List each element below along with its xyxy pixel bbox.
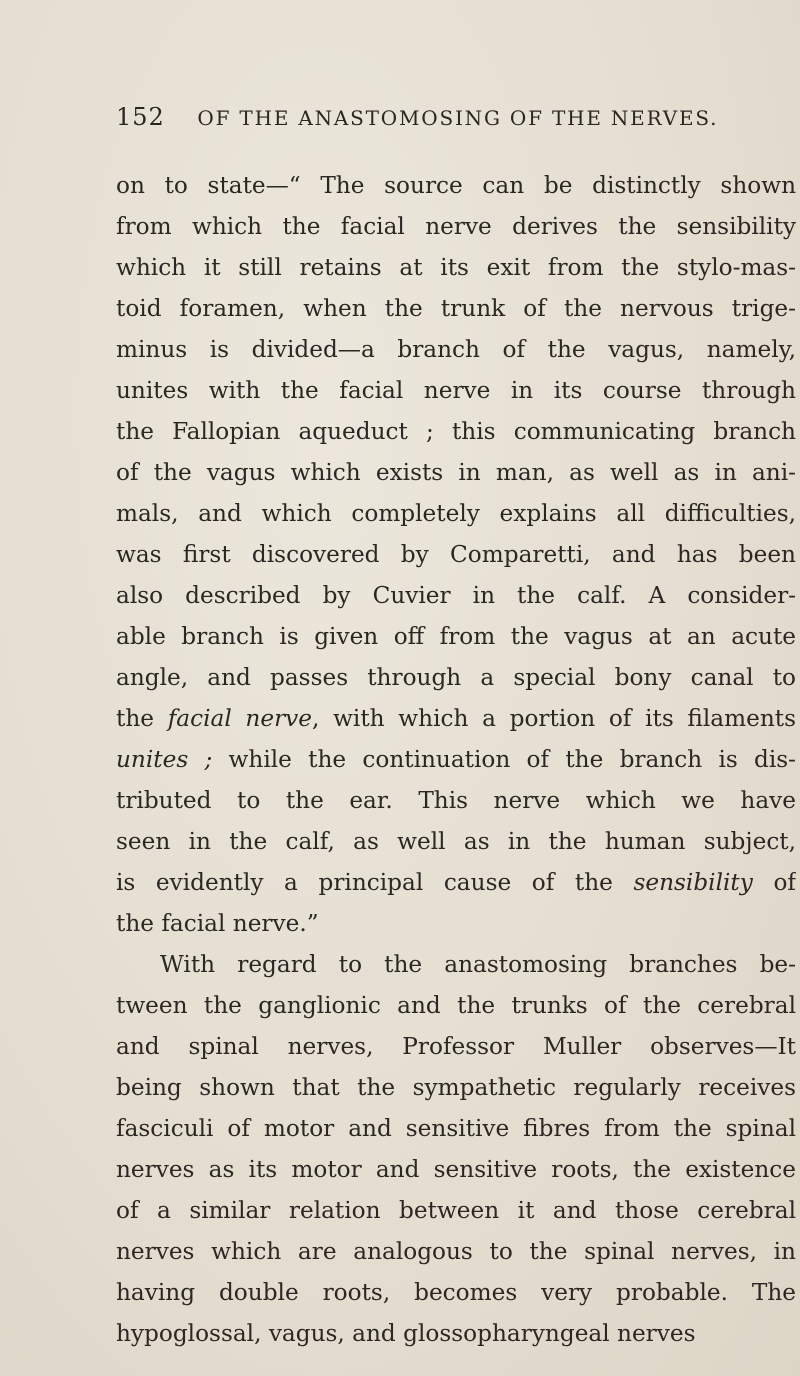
text-line [116, 1272, 796, 1313]
text-run: tween the ganglionic and the trunks of the cerebral [116, 992, 796, 1019]
text-run: from which the facial nerve derives the sensibility [116, 213, 796, 240]
text-run: of [752, 869, 796, 896]
text-line [116, 698, 796, 739]
text-run: on to state—“ The source can be distinctly shown [116, 172, 796, 199]
text-run: is evidently a principal cause of the [116, 869, 634, 896]
italic-text: sensibility [633, 869, 753, 896]
text-run: able branch is given off from the vagus at an acute [116, 623, 796, 650]
text-line [116, 534, 796, 575]
text-line [116, 1067, 796, 1108]
text-run: mals, and which completely explains all difficulties, [116, 500, 796, 527]
text-line [116, 247, 796, 288]
text-line [116, 657, 796, 698]
text-run: With regard to the anastomosing branches be- [160, 951, 796, 978]
text-run: and spinal nerves, Professor Muller observes—It [116, 1033, 796, 1060]
text-line [116, 903, 796, 944]
italic-text: unites ; [116, 746, 213, 773]
text-run: , with which a portion of its filaments [312, 705, 796, 732]
text-line [116, 739, 796, 780]
text-line [116, 1149, 796, 1190]
text-line [116, 411, 796, 452]
text-run: having double roots, becomes very probable. The [116, 1279, 796, 1306]
text-run: the facial nerve.” [116, 910, 319, 937]
text-line [116, 288, 796, 329]
text-line [116, 780, 796, 821]
text-line [116, 862, 796, 903]
text-line [116, 1231, 796, 1272]
text-run: minus is divided—a branch of the vagus, namely, [116, 336, 796, 363]
text-line [116, 821, 796, 862]
body-text [116, 165, 796, 1354]
text-run: of a similar relation between it and those cerebral [116, 1197, 796, 1224]
text-run: seen in the calf, as well as in the human subject, [116, 828, 796, 855]
text-run: also described by Cuvier in the calf. A consider- [116, 582, 796, 609]
text-line [116, 165, 796, 206]
text-run: of the vagus which exists in man, as well as in ani- [116, 459, 796, 486]
text-run: was first discovered by Comparetti, and has been [116, 541, 796, 568]
text-run: tributed to the ear. This nerve which we have [116, 787, 796, 814]
text-run: which it still retains at its exit from the stylo-mas- [116, 254, 796, 281]
text-run: nerves as its motor and sensitive roots, the existence [116, 1156, 796, 1183]
text-run: the [116, 705, 168, 732]
italic-text: facial nerve [167, 705, 312, 732]
text-line [116, 1190, 796, 1231]
text-run: toid foramen, when the trunk of the nervous trige- [116, 295, 796, 322]
text-run: hypoglossal, vagus, and glossopharyngeal nerves [116, 1320, 696, 1347]
text-run: the Fallopian aqueduct ; this communicating branch [116, 418, 796, 445]
text-line [116, 1313, 796, 1354]
text-line [116, 985, 796, 1026]
text-run: being shown that the sympathetic regularly receives [116, 1074, 796, 1101]
text-line [116, 616, 796, 657]
page-number: 152 [116, 103, 165, 131]
text-line [116, 1108, 796, 1149]
text-run: unites with the facial nerve in its course through [116, 377, 796, 404]
text-line [116, 206, 796, 247]
text-line [116, 944, 796, 985]
text-run: angle, and passes through a special bony canal to [116, 664, 796, 691]
running-head [116, 103, 776, 143]
text-run: nerves which are analogous to the spinal nerves, in [116, 1238, 796, 1265]
text-run: while the continuation of the branch is dis- [212, 746, 796, 773]
text-line [116, 575, 796, 616]
text-line [116, 370, 796, 411]
text-line [116, 493, 796, 534]
text-line [116, 329, 796, 370]
text-line [116, 452, 796, 493]
text-run: fasciculi of motor and sensitive fibres from the spinal [116, 1115, 796, 1142]
text-line [116, 1026, 796, 1067]
running-title: OF THE ANASTOMOSING OF THE NERVES. [197, 106, 719, 130]
